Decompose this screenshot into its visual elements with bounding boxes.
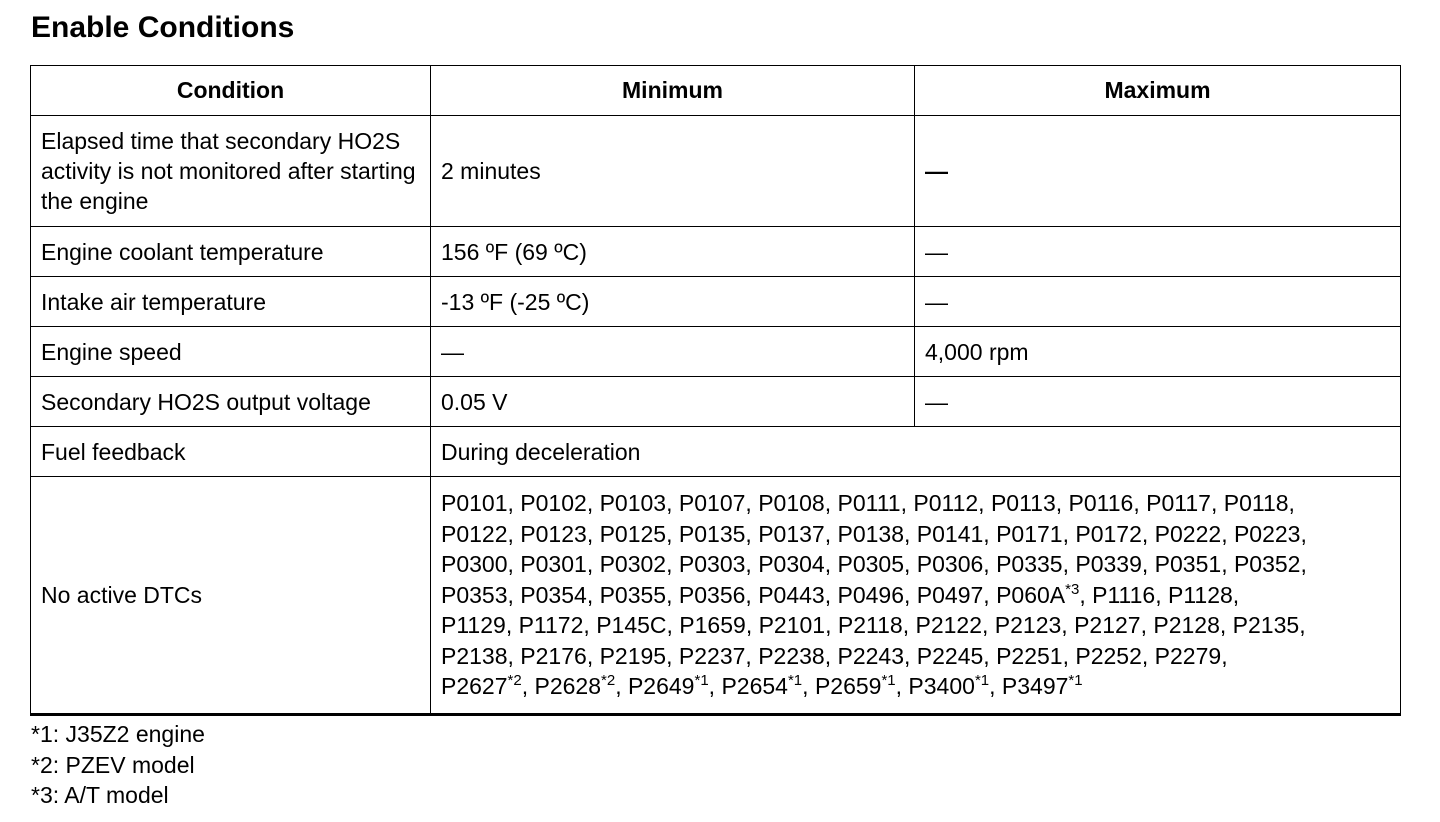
dtc-code: P0497 [916, 581, 984, 608]
dtc-footnote-ref: *1 [974, 672, 990, 690]
dtc-code: P0300 [441, 551, 508, 578]
dtc-code: P2627$^{*2}$ [441, 672, 522, 700]
table-row [31, 477, 1401, 715]
dtc-footnote-ref: *1 [881, 672, 896, 690]
dtc-code: P0306 [916, 551, 984, 578]
dtc-code: P2127 [1074, 612, 1141, 639]
dtc-code: P0137 [758, 520, 825, 547]
dtc-code: P0112 [913, 490, 979, 517]
dtc-code: P0304 [758, 551, 825, 578]
dtc-code: P0352 [1233, 551, 1301, 578]
dtc-code: P0356 [678, 581, 746, 608]
dtc-code: P0135 [678, 520, 746, 547]
dtc-code: P2238 [758, 642, 825, 669]
table-row [31, 277, 1401, 327]
header-minimum: Minimum [431, 66, 915, 116]
page-title: Enable Conditions [31, 11, 295, 44]
footnote: *2: PZEV model [31, 751, 195, 778]
dtc-footnote-ref: *1 [787, 672, 803, 690]
dtc-code: P2628$^{*2}$ [534, 672, 616, 700]
footnotes [31, 719, 205, 811]
dtc-code: P2138 [441, 642, 508, 669]
dtc-code: P0351 [1154, 551, 1222, 578]
table-row [31, 377, 1401, 427]
footnote: *1: J35Z2 engine [31, 721, 205, 747]
dtc-code: P0171 [996, 520, 1063, 547]
dtc-code: P2659$^{*1}$ [814, 672, 896, 700]
dtc-code: P2654$^{*1}$ [721, 672, 803, 700]
condition-cell: Engine speed [31, 327, 431, 377]
dtc-code: P0301 [520, 551, 587, 578]
condition-cell: Fuel feedback [31, 427, 431, 477]
table-row [31, 116, 1401, 227]
dtc-code: P0353 [441, 581, 508, 608]
minimum-cell: 0.05 V [431, 377, 915, 427]
dtc-code: P0303 [678, 551, 746, 578]
minimum-cell: 2 minutes [431, 116, 915, 227]
condition-cell: No active DTCs [31, 477, 431, 715]
dtc-code: P3400$^{*1}$ [908, 672, 990, 700]
dtc-code: P2279 [1154, 642, 1222, 669]
maximum-cell: — [915, 277, 1401, 327]
dtc-code: P0111 [837, 490, 901, 517]
header-maximum: Maximum [915, 66, 1401, 116]
dtc-footnote-ref: *3 [1065, 580, 1080, 598]
maximum-cell: — [915, 227, 1401, 277]
dtc-code: P0172 [1075, 520, 1142, 547]
condition-cell: Intake air temperature [31, 277, 431, 327]
dtc-code: P0118 [1223, 490, 1289, 517]
dtc-code: P0107 [678, 490, 746, 517]
dtc-code: P0223 [1233, 520, 1301, 547]
dtc-footnote-ref: *1 [1068, 672, 1083, 690]
maximum-cell: — [915, 116, 1401, 227]
dtc-code: P0302 [599, 551, 667, 578]
condition-cell: Elapsed time that secondary HO2S activity is not monitored after starting the engine [31, 116, 431, 227]
dtc-code: P2243 [837, 642, 904, 669]
dtc-code: P2118 [837, 612, 903, 639]
dtc-code: P0103 [599, 490, 667, 517]
dtc-list-cell: P0101, P0102, P0103, P0107, P0108, P0111, P0112, P0113, P0116, P0117, P0118, P0122, P0123, P0125, P0135, P0137, P0138, P0141, P0171, P0172, P0222, P0223, P0300, P0301, P0302, P0303, P0304, P0305, P0306, P0335, P0339, P0351, P0352, P0353, P0354, P0355, P0356, P0443, P0496, P0497, $P060A^{*3}$, P1116, P1128, P1129, P1172, P145C, P1659, P2101, P2118, P2122, P2123, P2127, P2128, P2135, P2138, P2176, P2195, P2237, P2238, P2243, P2245, P2251, P2252, P2279, P2627$^{*2}$, P2628$^{*2}$, P2649$^{*1}$, P2654$^{*1}$, P2659$^{*1}$, P3400$^{*1}$, P3497$^{*1}$ [431, 477, 1401, 715]
dtc-code: P2252 [1075, 642, 1142, 669]
dtc-code: P2649$^{*1}$ [627, 672, 709, 700]
dtc-code: P0305 [837, 551, 904, 578]
dtc-code: P0335 [996, 551, 1063, 578]
minimum-cell: — [431, 327, 915, 377]
dtc-code: P2101 [758, 612, 826, 639]
condition-cell: Engine coolant temperature [31, 227, 431, 277]
dtc-code: P2128 [1153, 612, 1220, 639]
dtc-code: P1116 [1092, 581, 1156, 608]
dtc-code: P2123 [994, 612, 1062, 639]
dtc-code: $P060A^{*3}$ [996, 580, 1080, 608]
dtc-code: P1172 [518, 612, 584, 639]
dtc-code: P0116 [1068, 490, 1134, 517]
dtc-code: P0102 [520, 490, 587, 517]
dtc-code: P145C [596, 612, 667, 639]
table-header-row [31, 66, 1401, 116]
dtc-code: P2195 [599, 642, 667, 669]
dtc-code: P2245 [916, 642, 984, 669]
minimum-cell: 156 ºF (69 ºC) [431, 227, 915, 277]
dtc-code: P0123 [520, 520, 587, 547]
dtc-code: P0122 [441, 520, 508, 547]
dtc-code: P0141 [916, 520, 984, 547]
table-row [31, 327, 1401, 377]
dtc-code: P0355 [599, 581, 667, 608]
dtc-footnote-ref: *2 [507, 672, 522, 690]
maximum-cell: — [915, 377, 1401, 427]
dtc-code: P2122 [915, 612, 982, 639]
dtc-code: P0113 [990, 490, 1056, 517]
table-row [31, 427, 1401, 477]
dtc-code: P0138 [837, 520, 904, 547]
dtc-code: P2237 [678, 642, 746, 669]
dtc-code: P3497$^{*1}$ [1001, 672, 1083, 700]
table-row [31, 227, 1401, 277]
enable-conditions-table [30, 65, 1401, 716]
dtc-code: P1128 [1167, 581, 1233, 608]
dtc-code: P0354 [520, 581, 587, 608]
dtc-code: P0101 [441, 490, 508, 517]
dtc-code: P0339 [1075, 551, 1142, 578]
minimum-cell: -13 ºF (-25 ºC) [431, 277, 915, 327]
dtc-code: P2176 [520, 642, 587, 669]
value-cell: During deceleration [431, 427, 1401, 477]
dtc-footnote-ref: *1 [694, 672, 709, 690]
dtc-code: P0443 [758, 581, 825, 608]
dtc-code: P1129 [441, 612, 506, 639]
dtc-code: P0496 [837, 581, 904, 608]
dtc-code: P0108 [758, 490, 825, 517]
maximum-cell: 4,000 rpm [915, 327, 1401, 377]
condition-cell: Secondary HO2S output voltage [31, 377, 431, 427]
dtc-code: P0222 [1154, 520, 1222, 547]
dtc-footnote-ref: *2 [601, 672, 616, 690]
footnote: *3: A/T model [31, 782, 169, 808]
dtc-code: P2135 [1232, 612, 1300, 639]
dtc-code: P2251 [996, 642, 1063, 669]
dtc-code: P0117 [1146, 490, 1211, 517]
dtc-code: P0125 [599, 520, 667, 547]
header-condition: Condition [31, 66, 431, 116]
dtc-code: P1659 [679, 612, 746, 639]
